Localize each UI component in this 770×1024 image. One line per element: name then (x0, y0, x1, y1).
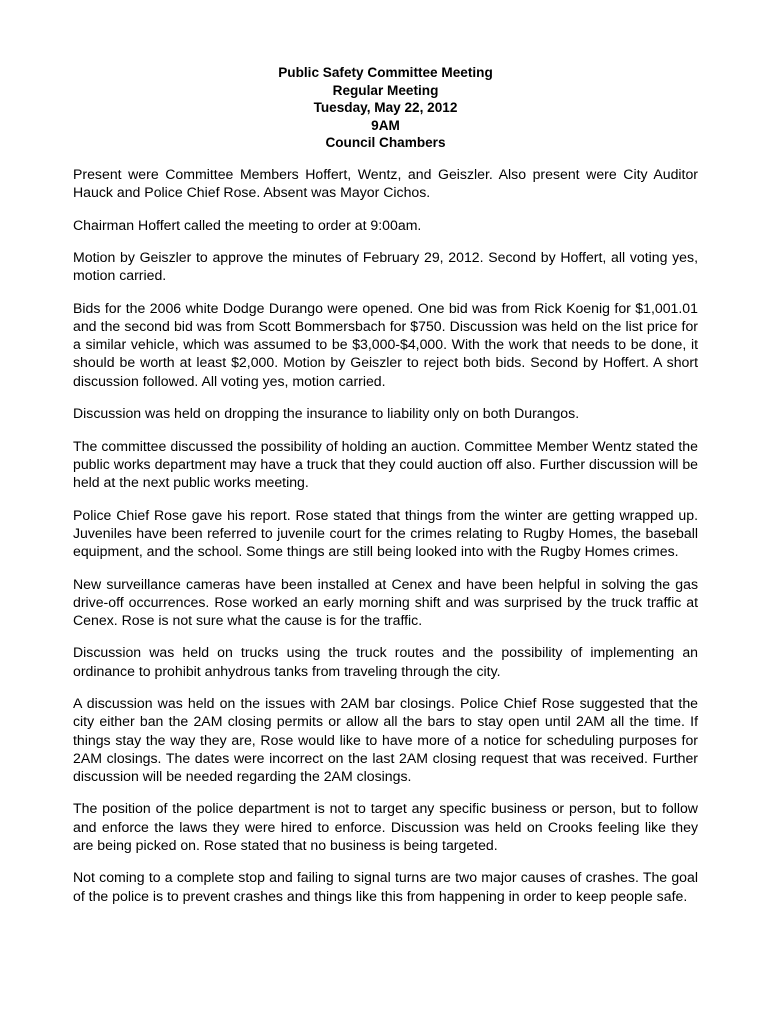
paragraph-insurance: Discussion was held on dropping the insurance to liability only on both Durangos. (73, 405, 580, 422)
paragraph-auction: The committee discussed the possibility of holding an auction. Committee Member Wentz stated the public works department may have a truck that they could auction off also. Further discussion will be held at the next public works meeting. (73, 437, 698, 491)
header-time: 9AM (371, 117, 400, 133)
header-title: Public Safety Committee Meeting (278, 65, 493, 80)
paragraph-durango-bids: Bids for the 2006 white Dodge Durango were opened. One bid was from Rick Koenig for $1,001.01 and the second bid was from Scott Bommersbach for $750. Discussion was held on the list price for a similar vehicle, which was assumed to be $3,000-$4,000. With the work that needs to be done, it should be worth at least $2,000. Motion by Geiszler to reject both bids. Second by Hoffert. A short discussion followed. All voting yes, motion carried. (73, 299, 698, 389)
paragraph-police-report: Police Chief Rose gave his report. Rose stated that things from the winter are getting wrapped up. Juveniles have been referred to juvenile court for the crimes relating to Rugby Homes, the baseball equipment, and the school. Some things are still being looked into with the Rugby Homes crimes. (73, 506, 698, 559)
header-meeting-type: Regular Meeting (332, 82, 439, 98)
header-location: Council Chambers (325, 135, 446, 151)
document-page (73, 64, 698, 919)
paragraph-truck-routes: Discussion was held on trucks using the truck routes and the possibility of implementing an ordinance to prohibit anhydrous tanks from traveling through the city. (73, 644, 698, 679)
paragraph-police-position: The position of the police department is not to target any specific business or person, but to follow and enforce the laws they were hired to enforce. Discussion was held on Crooks feeling like they are being picked on. Rose stated that no business is being targeted. (73, 800, 698, 853)
paragraph-bar-closings: A discussion was held on the issues with 2AM bar closings. Police Chief Rose suggested that the city either ban the 2AM closing permits or allow all the bars to stay open until 2AM all the time. If things stay the way they are, Rose would like to have more of a notice for scheduling purposes for 2AM closings. The dates were incorrect on the last 2AM closing request that was received. Further discussion will be needed regarding the 2AM closings. (73, 695, 698, 784)
paragraph-minutes-approval: Motion by Geiszler to approve the minutes of February 29, 2012. Second by Hoffert, all voting yes, motion carried. (73, 249, 698, 284)
paragraph-call-to-order: Chairman Hoffert called the meeting to order at 9:00am. (73, 216, 422, 233)
paragraph-surveillance: New surveillance cameras have been installed at Cenex and have been helpful in solving the gas drive-off occurrences. Rose worked an early morning shift and was surprised by the truck traffic at Cenex. Rose is not sure what the cause is for the traffic. (73, 575, 698, 628)
paragraph-crashes: Not coming to a complete stop and failing to signal turns are two major causes of crashes. The goal of the police is to prevent crashes and things like this from happening in order to keep people safe. (73, 869, 698, 904)
paragraph-attendance: Present were Committee Members Hoffert, Wentz, and Geiszler. Also present were City Auditor Hauck and Police Chief Rose. Absent was Mayor Cichos. (73, 165, 698, 201)
header-date: Tuesday, May 22, 2012 (313, 100, 458, 116)
meeting-header (73, 64, 698, 152)
